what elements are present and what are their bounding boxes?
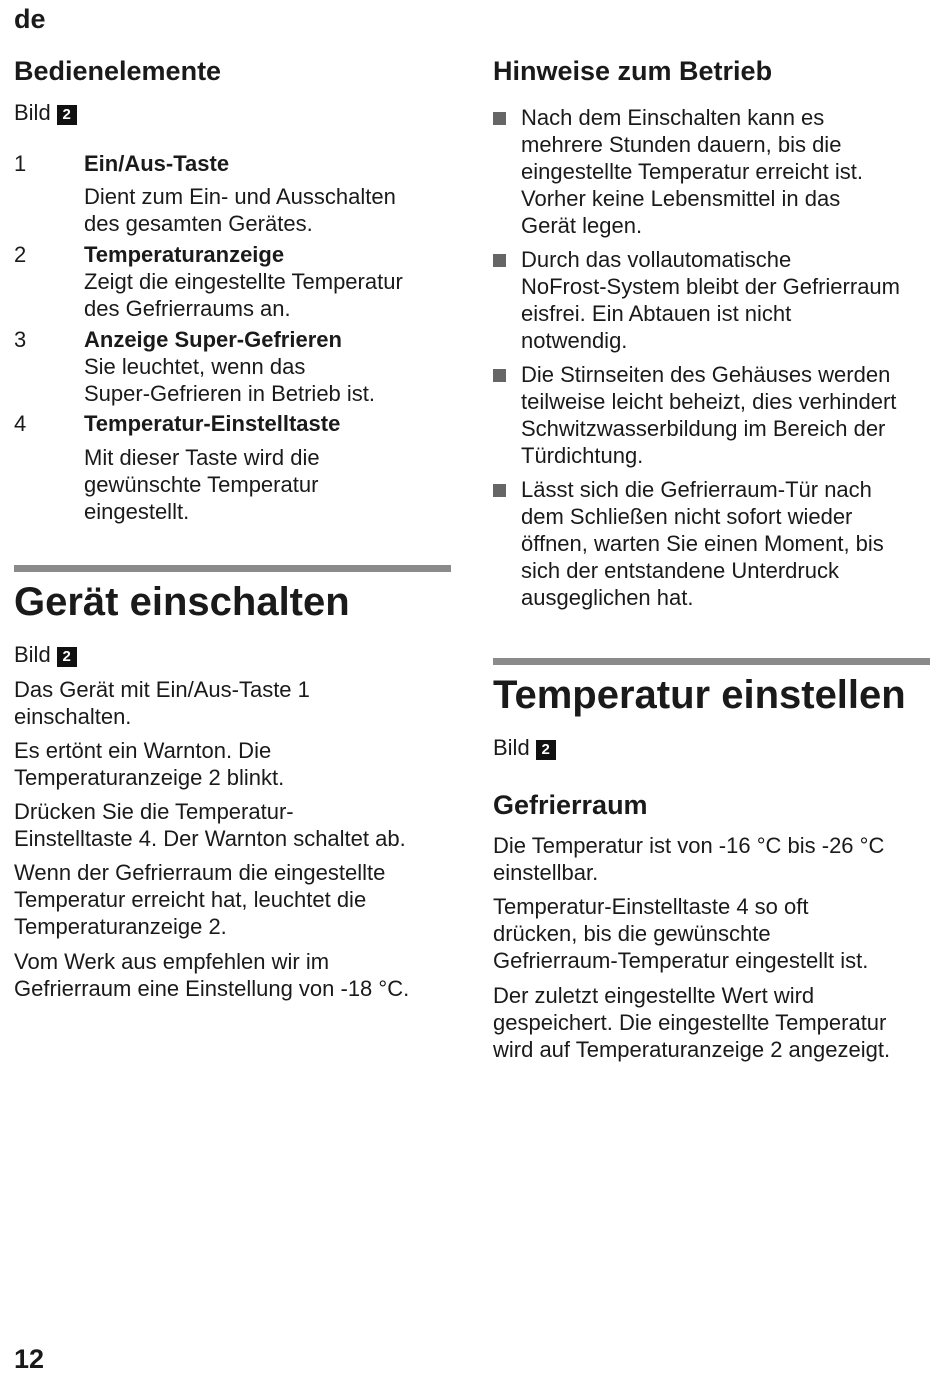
control-title: Ein/Aus-Taste (84, 151, 230, 176)
paragraph: Der zuletzt eingestellte Wert wird gespeichert. Die eingestellte Temperatur wird auf Temperaturanzeige 2 angezeigt. (493, 983, 891, 1062)
figure-number-badge: 2 (57, 647, 77, 667)
paragraph: Temperatur-Einstelltaste 4 so oft drücken, bis die gewünschte Gefrierraum-Temperatur eingestellt ist. (493, 894, 869, 973)
section-title-bedienelemente: Bedienelemente (14, 56, 222, 86)
control-number: 2 (14, 242, 27, 267)
bullet-marker (493, 254, 506, 267)
section-title-temperatur: Temperatur einstellen (493, 673, 906, 717)
control-number: 4 (14, 411, 27, 436)
figure-number-badge: 2 (536, 740, 556, 760)
paragraph: Wenn der Gefrierraum die eingestellte Temperatur erreicht hat, leuchtet die Temperaturanzeige 2. (14, 860, 386, 939)
bullet-marker (493, 112, 506, 125)
bullet-marker (493, 484, 506, 497)
bullet-item: Die Stirnseiten des Gehäuses werden teilweise leicht beheizt, dies verhindert Schwitzwasserbildung im Bereich der Türdichtung. (521, 362, 897, 468)
figure-label: Bild (14, 100, 51, 125)
figure-reference (14, 642, 77, 668)
section-title-hinweise: Hinweise zum Betrieb (493, 56, 773, 86)
figure-reference (493, 735, 556, 761)
paragraph: Es ertönt ein Warnton. Die Temperaturanzeige 2 blinkt. (14, 738, 285, 790)
paragraph: Vom Werk aus empfehlen wir im Gefrierraum eine Einstellung von -18 °C. (14, 949, 410, 1001)
language-marker: de (14, 4, 46, 34)
bullet-marker (493, 369, 506, 382)
control-description: Zeigt die eingestellte Temperatur des Gefrierraums an. (84, 269, 403, 321)
section-divider (14, 565, 451, 572)
figure-reference (14, 100, 77, 126)
figure-label: Bild (14, 642, 51, 667)
paragraph: Drücken Sie die Temperatur- Einstelltaste 4. Der Warnton schaltet ab. (14, 799, 406, 851)
bullet-item: Durch das vollautomatische NoFrost-System bleibt der Gefrierraum eisfrei. Ein Abtauen ist nicht notwendig. (521, 247, 900, 353)
paragraph: Das Gerät mit Ein/Aus-Taste 1 einschalten. (14, 677, 310, 729)
figure-number-badge: 2 (57, 105, 77, 125)
control-number: 3 (14, 327, 27, 352)
bullet-item: Lässt sich die Gefrierraum-Tür nach dem Schließen nicht sofort wieder öffnen, warten Sie einen Moment, bis sich der entstandene Unterdruck ausgeglichen hat. (521, 477, 884, 610)
control-description: Mit dieser Taste wird die gewünschte Temperatur eingestellt. (84, 445, 320, 524)
page-number: 12 (14, 1344, 45, 1374)
figure-label: Bild (493, 735, 530, 760)
paragraph: Die Temperatur ist von -16 °C bis -26 °C einstellbar. (493, 833, 885, 885)
control-number: 1 (14, 151, 27, 176)
control-description: Dient zum Ein- und Ausschalten des gesamten Gerätes. (84, 184, 396, 236)
control-title: Temperatur-Einstelltaste (84, 411, 341, 436)
subsection-title-gefrierraum: Gefrierraum (493, 790, 648, 820)
control-title: Anzeige Super-Gefrieren (84, 327, 342, 352)
control-description: Sie leuchtet, wenn das Super-Gefrieren in Betrieb ist. (84, 354, 376, 406)
control-title: Temperaturanzeige (84, 242, 285, 267)
bullet-item: Nach dem Einschalten kann es mehrere Stunden dauern, bis die eingestellte Temperatur erreicht ist. Vorher keine Lebensmittel in das Gerät legen. (521, 105, 863, 238)
section-title-einschalten: Gerät einschalten (14, 580, 350, 624)
section-divider (493, 658, 930, 665)
